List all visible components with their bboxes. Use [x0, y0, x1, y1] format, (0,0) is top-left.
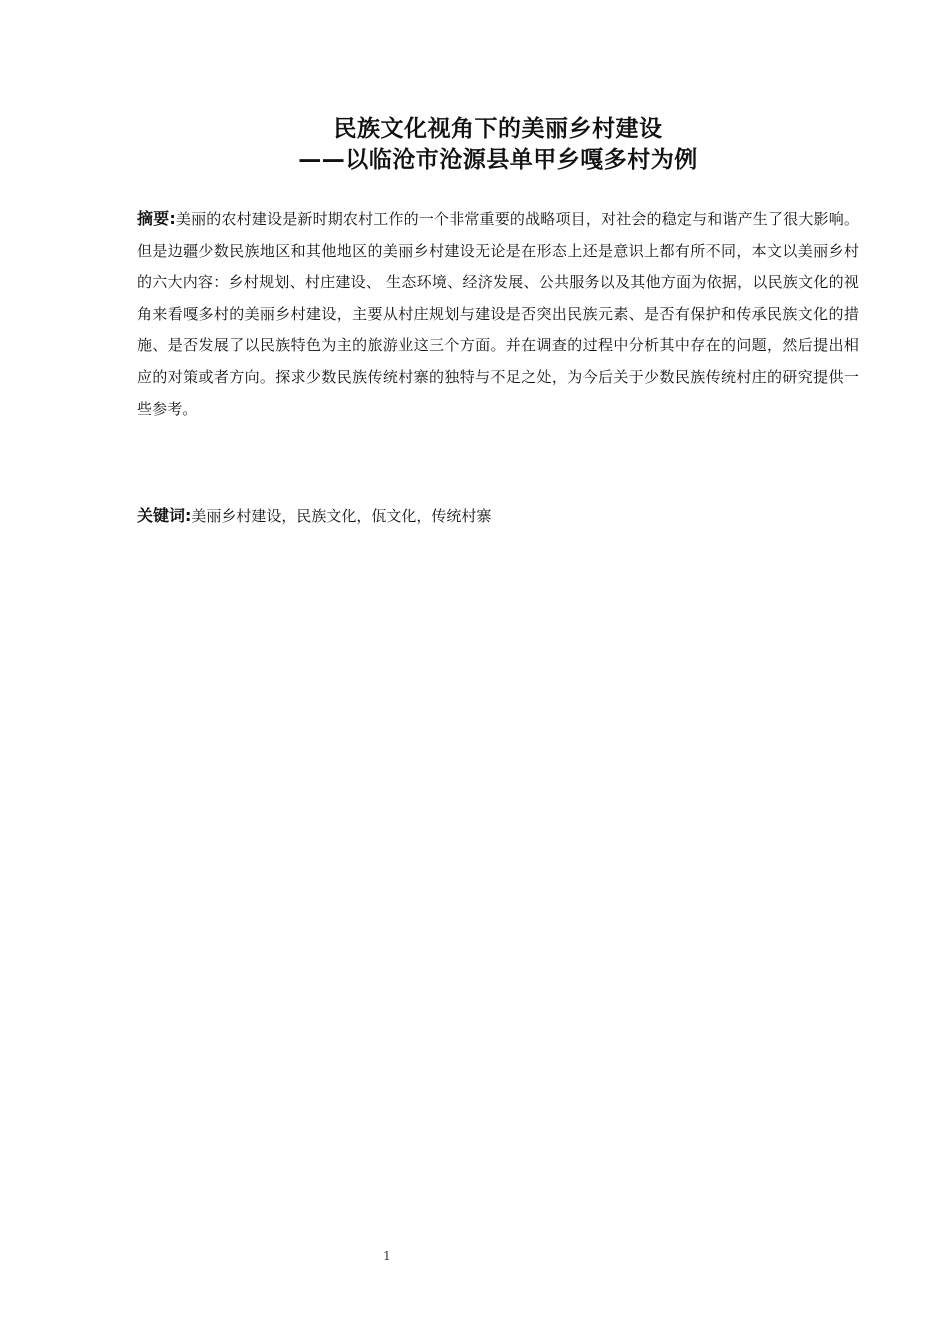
page-number: 1	[383, 1249, 391, 1263]
abstract-paragraph	[137, 203, 859, 425]
title-main: 民族文化视角下的美丽乡村建设	[333, 116, 663, 142]
keywords-text: 美丽乡村建设，民族文化，佤文化，传统村寨	[191, 507, 492, 525]
keywords-line	[137, 501, 859, 531]
abstract-text: 美丽的农村建设是新时期农村工作的一个非常重要的战略项目，对社会的稳定与和谐产生了很大影响。但是边疆少数民族地区和其他地区的美丽乡村建设无论是在形态上还是意识上都有所不同，本文以美丽乡村的六大内容：乡村规划、村庄建设、 生态环境、经济发展、公共服务以及其他方面为依据，以民族文化的视角来看嘎多村的美丽乡村建设，主要从村庄规划与建设是否突出民族元素、是否有保护和传承民族文化的措施、是否发展了以民族特色为主的旅游业这三个方面。并在调查的过程中分析其中存在的问题，然后提出相应的对策或者方向。探求少数民族传统村寨的独特与不足之处，为今后关于少数民族传统村庄的研究提供一些参考。	[137, 210, 859, 418]
title-subtitle: ——以临沧市沧源县单甲乡嘎多村为例	[298, 147, 698, 173]
document-title	[0, 114, 950, 176]
abstract-label: 摘要:	[137, 209, 176, 228]
keywords-label: 关键词:	[137, 506, 192, 525]
